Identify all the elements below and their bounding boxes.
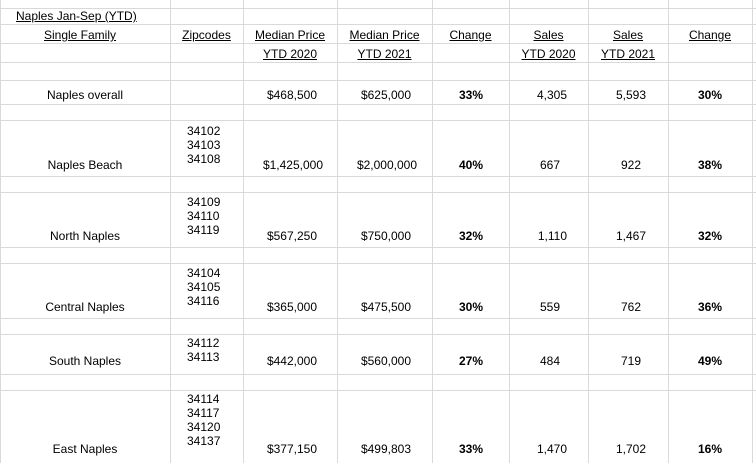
price-change: 40%: [458, 158, 483, 172]
sales-2020: 559: [539, 300, 560, 314]
price-change: 32%: [458, 229, 483, 243]
median-price-2020: $365,000: [266, 300, 317, 314]
sales-change: 49%: [697, 354, 722, 368]
gridline: [0, 247, 756, 248]
median-price-2020: $468,500: [266, 88, 317, 102]
area-name: North Naples: [49, 229, 121, 243]
gridline: [0, 62, 756, 63]
price-change: 33%: [458, 88, 483, 102]
area-name: Naples Beach: [47, 158, 123, 172]
zipcode: 34108: [187, 152, 221, 166]
median-price-2021: $625,000: [360, 88, 411, 102]
gridline: [0, 0, 1, 463]
header-sales-2020: Sales: [533, 28, 564, 42]
zipcode-list: [187, 392, 247, 448]
sheet-title: Naples Jan-Sep (YTD): [16, 9, 137, 23]
zipcode: 34120: [187, 420, 221, 434]
gridline: [0, 104, 756, 105]
area-name: Central Naples: [45, 300, 125, 314]
sales-2021: 762: [620, 300, 641, 314]
sales-2021: 5,593: [615, 88, 646, 102]
gridline: [0, 334, 756, 335]
sales-change: 32%: [697, 229, 722, 243]
gridline: [170, 0, 171, 463]
area-name: East Naples: [52, 442, 118, 456]
gridline: [0, 263, 756, 264]
sales-2020: 484: [539, 354, 560, 368]
zipcode-list: [187, 266, 247, 308]
sales-2020: 667: [539, 158, 560, 172]
header-price-change: Change: [449, 28, 492, 42]
sales-change: 38%: [697, 158, 722, 172]
zipcode: 34117: [187, 406, 220, 420]
header-single-family: Single Family: [43, 28, 117, 42]
header-sales-ytd-2020: YTD 2020: [521, 47, 576, 61]
header-ytd-2020: YTD 2020: [262, 47, 318, 61]
median-price-2021: $2,000,000: [356, 158, 417, 172]
area-name: South Naples: [48, 354, 122, 368]
sales-2021: 719: [620, 354, 641, 368]
header-median-price-2021: Median Price: [349, 28, 420, 42]
median-price-2020: $1,425,000: [262, 158, 323, 172]
gridline: [0, 390, 756, 391]
zipcode-list: [187, 124, 247, 166]
median-price-2021: $750,000: [360, 229, 411, 243]
zipcode: 34114: [187, 392, 220, 406]
median-price-2020: $442,000: [266, 354, 317, 368]
header-sales-change: Change: [688, 28, 732, 42]
gridline: [0, 176, 756, 177]
gridline: [0, 120, 756, 121]
sales-2021: 1,467: [615, 229, 646, 243]
zipcode: 34137: [187, 434, 221, 448]
gridline: [0, 43, 756, 44]
zipcode-list: [187, 195, 247, 237]
median-price-2020: $567,250: [266, 229, 317, 243]
sales-change: 30%: [697, 88, 722, 102]
header-sales-ytd-2021: YTD 2021: [600, 47, 656, 61]
sales-2021: 922: [620, 158, 641, 172]
zipcode: 34110: [187, 209, 220, 223]
header-ytd-2021: YTD 2021: [357, 47, 412, 61]
gridline: [0, 318, 756, 319]
price-change: 30%: [458, 300, 483, 314]
zipcode: 34116: [187, 294, 220, 308]
zipcode: 34102: [187, 124, 221, 138]
zipcode-list: [187, 336, 247, 364]
zipcode: 34109: [187, 195, 221, 209]
gridline: [0, 374, 756, 375]
median-price-2021: $499,803: [360, 442, 411, 456]
zipcode: 34103: [187, 138, 221, 152]
gridline: [0, 192, 756, 193]
price-change: 27%: [458, 354, 483, 368]
sales-2020: 4,305: [536, 88, 567, 102]
zipcode: 34119: [187, 223, 220, 237]
sales-2020: 1,470: [536, 442, 567, 456]
zipcode: 34105: [187, 280, 221, 294]
price-change: 33%: [458, 442, 483, 456]
sales-2020: 1,110: [537, 229, 567, 243]
zipcode: 34113: [187, 350, 220, 364]
sales-change: 16%: [697, 442, 722, 456]
header-median-price-2020: Median Price: [254, 28, 326, 42]
sales-2021: 1,702: [615, 442, 646, 456]
median-price-2021: $475,500: [360, 300, 411, 314]
zipcode: 34104: [187, 266, 221, 280]
median-price-2021: $560,000: [360, 354, 411, 368]
zipcode: 34112: [187, 336, 220, 350]
median-price-2020: $377,150: [266, 442, 317, 456]
header-zipcodes: Zipcodes: [182, 28, 231, 42]
gridline: [752, 0, 753, 463]
header-sales-2021: Sales: [612, 28, 644, 42]
gridline: [0, 24, 756, 25]
sales-change: 36%: [697, 300, 722, 314]
area-name: Naples overall: [46, 88, 124, 102]
gridline: [0, 80, 756, 81]
